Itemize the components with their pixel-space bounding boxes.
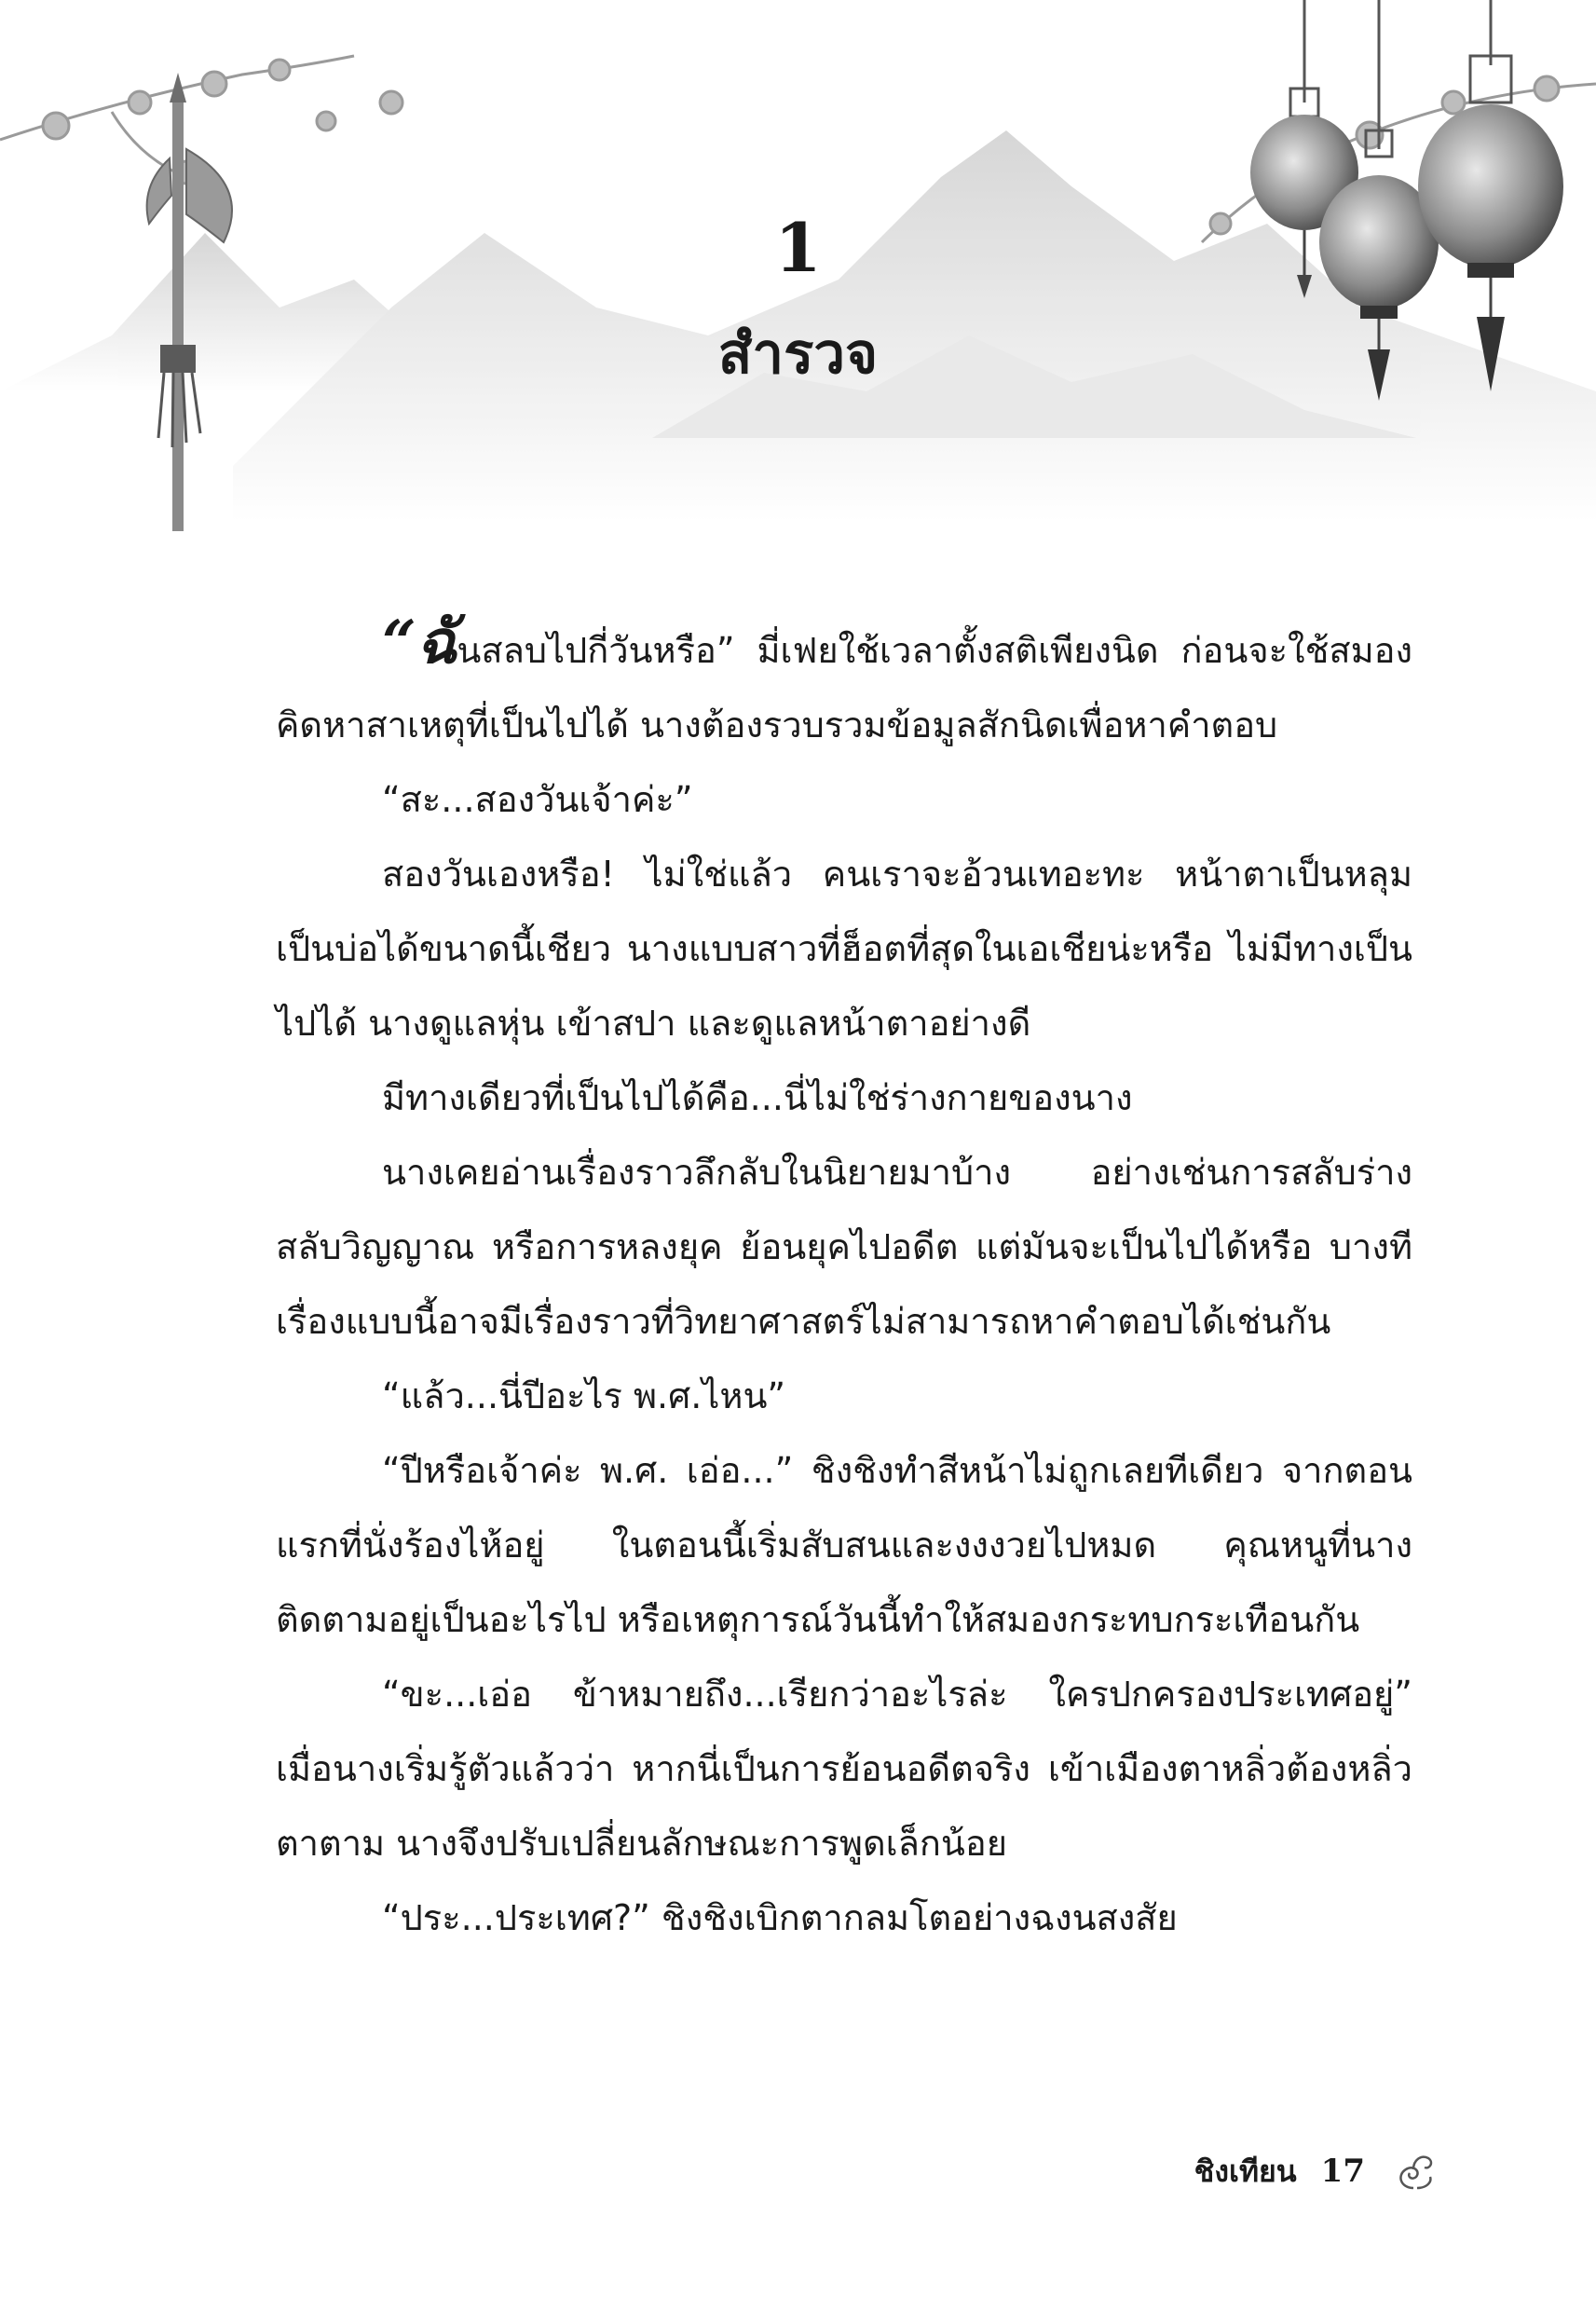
paragraph: “ประ...ประเทศ?” ชิงชิงเบิกตากลมโตอย่างฉงนสงสัย [382,1897,1178,1938]
paragraph: สองวันเองหรือ! ไม่ใช่แล้ว คนเราจะอ้วนเทอะทะ หน้าตาเป็นหลุมเป็นบ่อได้ขนาดนี้เชียว นางแบบสาวที่ฮ็อตที่สุดในเอเชียน่ะหรือ ไม่มีทางเป็นไปได้ นางดูแลหุ่น เข้าสปา และดูแลหน้าตาอย่างดี [276,854,1412,1044]
paragraph: “ปีหรือเจ้าค่ะ พ.ศ. เอ่อ...” ชิงชิงทำสีหน้าไม่ถูกเลยทีเดียว จากตอนแรกที่นั่งร้องไห้อยู่ ในตอนนี้เริ่มสับสนและงงงวยไปหมด คุณหนูที่นางติดตามอยู่เป็นอะไรไป หรือเหตุการณ์วันนี้ทำให้สมองกระทบกระเทือนกัน [276,1450,1412,1640]
swirl-ornament-icon [1389,2147,1438,2195]
paragraph-text: นสลบไปกี่วันหรือ” มี่เฟยใช้เวลาตั้งสติเพียงนิด ก่อนจะใช้สมองคิดหาสาเหตุที่เป็นไปได้ นางต้องรวบรวมข้อมูลสักนิดเพื่อหาคำตอบ [276,630,1412,745]
page-footer [1194,2143,1438,2199]
chapter-title: สำรวจ [717,321,879,387]
paragraph: มีทางเดียวที่เป็นไปได้คือ...นี่ไม่ใช่ร่างกายของนาง [382,1077,1133,1118]
paragraph: นางเคยอ่านเรื่องราวลึกลับในนิยายมาบ้าง อย่างเช่นการสลับร่าง สลับวิญญาณ หรือการหลงยุค ย้อนยุคไปอดีต แต่มันจะเป็นไปได้หรือ บางทีเรื่องแบบนี้อาจมีเรื่องราวที่วิทยาศาสตร์ไม่สามารถหาคำตอบได้เช่นกัน [276,1152,1412,1342]
paragraph: “ขะ...เอ่อ ข้าหมายถึง...เรียกว่าอะไรล่ะ ใครปกครองประเทศอยู่” เมื่อนางเริ่มรู้ตัวแล้วว่า หากนี่เป็นการย้อนอดีตจริง เข้าเมืองตาหลิ่วต้องหลิ่วตาตาม นางจึงปรับเปลี่ยนลักษณะการพูดเล็กน้อย [276,1674,1412,1864]
paragraph: “สะ...สองวันเจ้าค่ะ” [382,779,693,820]
dropcap: “ฉั [382,608,457,677]
page-number: 17 [1320,2153,1365,2190]
chapter-body [276,606,1412,1955]
paragraph: “แล้ว...นี่ปีอะไร พ.ศ.ไหน” [382,1375,786,1416]
chapter-number: 1 [774,208,822,287]
running-title: ชิงเทียน [1194,2153,1297,2189]
paragraph [276,606,1412,762]
